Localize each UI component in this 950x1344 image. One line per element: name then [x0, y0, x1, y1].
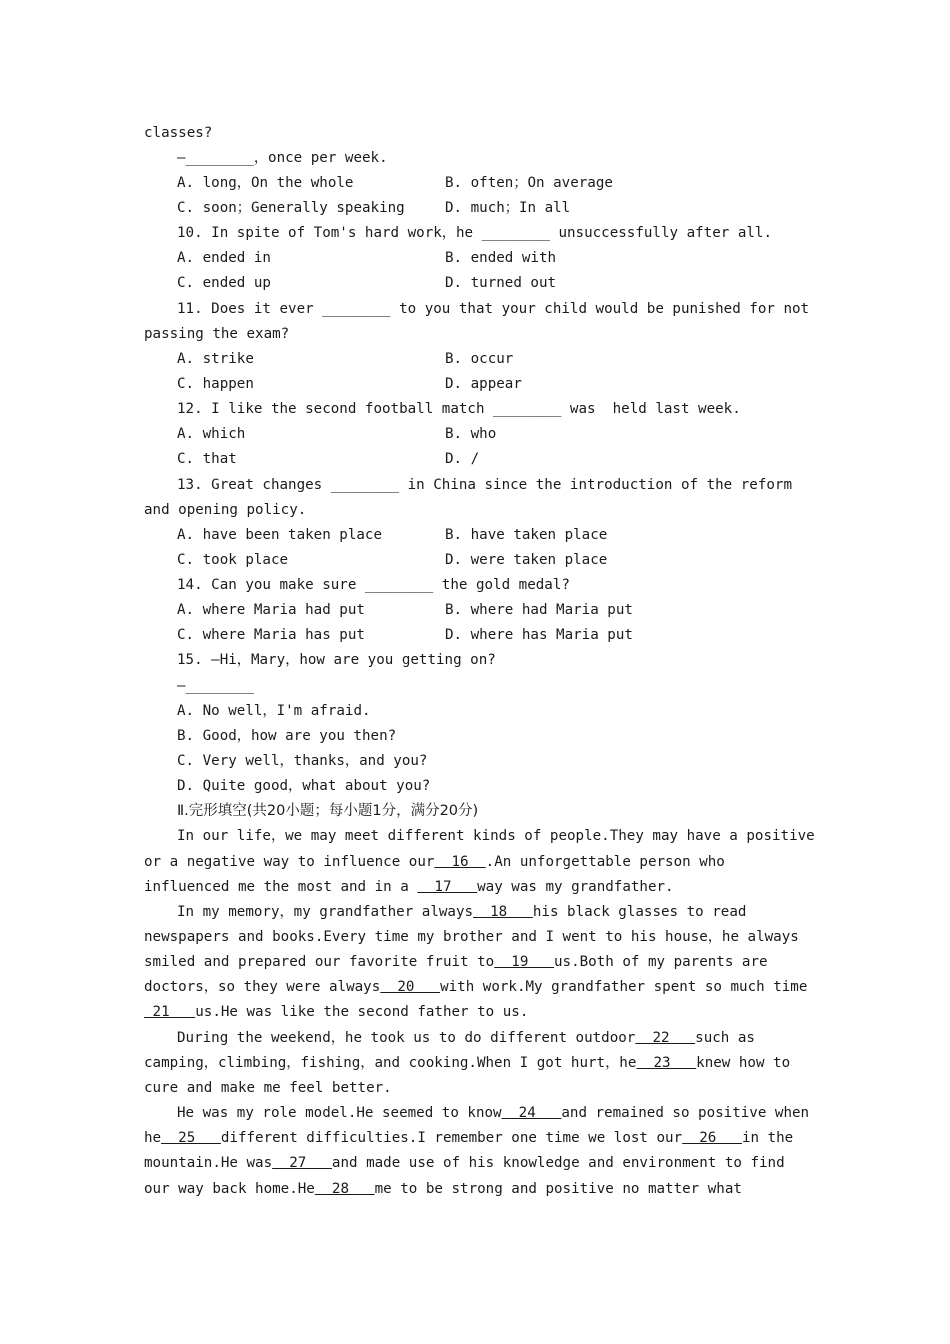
q13-option-c: C. took place: [177, 552, 289, 568]
q12-option-d: D. /: [445, 451, 480, 467]
q9-stem-continuation: classes?: [144, 125, 213, 141]
q14-option-b: B. where had Maria put: [445, 602, 633, 618]
q13-stem-continuation: and opening policy.: [144, 502, 307, 518]
q15-option-b: B. Good，how are you then?: [177, 728, 397, 744]
q11-option-b: B. occur: [445, 351, 514, 367]
q14-option-c: C. where Maria has put: [177, 627, 365, 643]
passage-line: cure and make me feel better.: [144, 1080, 392, 1096]
passage-line: newspapers and books.Every time my brother and I went to his house，he always: [144, 929, 799, 945]
cloze-blank: 19: [494, 954, 555, 970]
passage-line: or a negative way to influence our 16 .An unforgettable person who: [144, 854, 725, 870]
passage-line: mountain.He was 27 and made use of his knowledge and environment to find: [144, 1155, 785, 1171]
passage-line: He was my role model.He seemed to know 24 and remained so positive when: [177, 1105, 810, 1121]
q9-option-b: B. often；On average: [445, 175, 613, 191]
cloze-blank: 21: [144, 1004, 196, 1020]
cloze-blank: 27: [272, 1155, 332, 1171]
q12-stem: 12. I like the second football match ________ was held last week.: [177, 401, 741, 417]
cloze-blank: 22: [635, 1030, 696, 1046]
cloze-blank: 16: [434, 854, 486, 870]
q11-option-c: C. happen: [177, 376, 254, 392]
q9-option-c: C. soon；Generally speaking: [177, 200, 405, 216]
q13-option-b: B. have taken place: [445, 527, 608, 543]
section-heading-cloze: Ⅱ.完形填空(共20小题；每小题1分，满分20分): [177, 803, 479, 819]
cloze-blank: 17: [417, 879, 478, 895]
q15-answer-line: —________: [177, 678, 254, 694]
q12-option-a: A. which: [177, 426, 246, 442]
q15-stem: 15. —Hi，Mary，how are you getting on?: [177, 652, 496, 668]
passage-line: In my memory，my grandfather always 18 his black glasses to read: [177, 904, 747, 920]
q12-option-b: B. who: [445, 426, 497, 442]
cloze-blank: 26: [682, 1130, 742, 1146]
cloze-blank: 20: [380, 979, 441, 995]
q10-option-a: A. ended in: [177, 250, 271, 266]
q13-option-d: D. were taken place: [445, 552, 608, 568]
cloze-blank: 25: [161, 1130, 221, 1146]
passage-line: doctors，so they were always 20 with work.My grandfather spent so much time: [144, 979, 808, 995]
cloze-blank: 23: [636, 1055, 697, 1071]
passage-line: During the weekend，he took us to do different outdoor 22 such as: [177, 1030, 755, 1046]
q15-option-c: C. Very well，thanks，and you?: [177, 753, 428, 769]
cloze-blank: 28: [314, 1181, 375, 1197]
q14-option-a: A. where Maria had put: [177, 602, 365, 618]
q14-stem: 14. Can you make sure ________ the gold medal?: [177, 577, 570, 593]
cloze-blank: 24: [501, 1105, 562, 1121]
q9-answer-line: —________，once per week.: [177, 150, 388, 166]
q14-option-d: D. where has Maria put: [445, 627, 633, 643]
passage-line: smiled and prepared our favorite fruit to 19 us.Both of my parents are: [144, 954, 768, 970]
passage-line: camping，climbing，fishing，and cooking.When I got hurt，he 23 knew how to: [144, 1055, 791, 1071]
q10-option-c: C. ended up: [177, 275, 271, 291]
passage-line: In our life，we may meet different kinds of people.They may have a positive: [177, 828, 815, 844]
q13-option-a: A. have been taken place: [177, 527, 382, 543]
q12-option-c: C. that: [177, 451, 237, 467]
q10-option-d: D. turned out: [445, 275, 557, 291]
q11-stem-continuation: passing the exam?: [144, 326, 290, 342]
q13-stem: 13. Great changes ________ in China since the introduction of the reform: [177, 477, 792, 493]
q11-option-d: D. appear: [445, 376, 522, 392]
cloze-blank: 18: [473, 904, 533, 920]
q10-option-b: B. ended with: [445, 250, 557, 266]
passage-line: our way back home.He 28 me to be strong and positive no matter what: [144, 1181, 742, 1197]
passage-line: he 25 different difficulties.I remember one time we lost our 26 in the: [144, 1130, 794, 1146]
passage-line: 21 us.He was like the second father to us.: [144, 1004, 529, 1020]
q9-option-d: D. much；In all: [445, 200, 571, 216]
q11-stem: 11. Does it ever ________ to you that your child would be punished for not: [177, 301, 810, 317]
q15-option-a: A. No well，I'm afraid.: [177, 703, 371, 719]
passage-line: influenced me the most and in a 17 way was my grandfather.: [144, 879, 674, 895]
q11-option-a: A. strike: [177, 351, 254, 367]
q15-option-d: D. Quite good，what about you?: [177, 778, 431, 794]
q9-option-a: A. long，On the whole: [177, 175, 354, 191]
q10-stem: 10. In spite of Tom's hard work，he ________ unsuccessfully after all.: [177, 225, 773, 241]
